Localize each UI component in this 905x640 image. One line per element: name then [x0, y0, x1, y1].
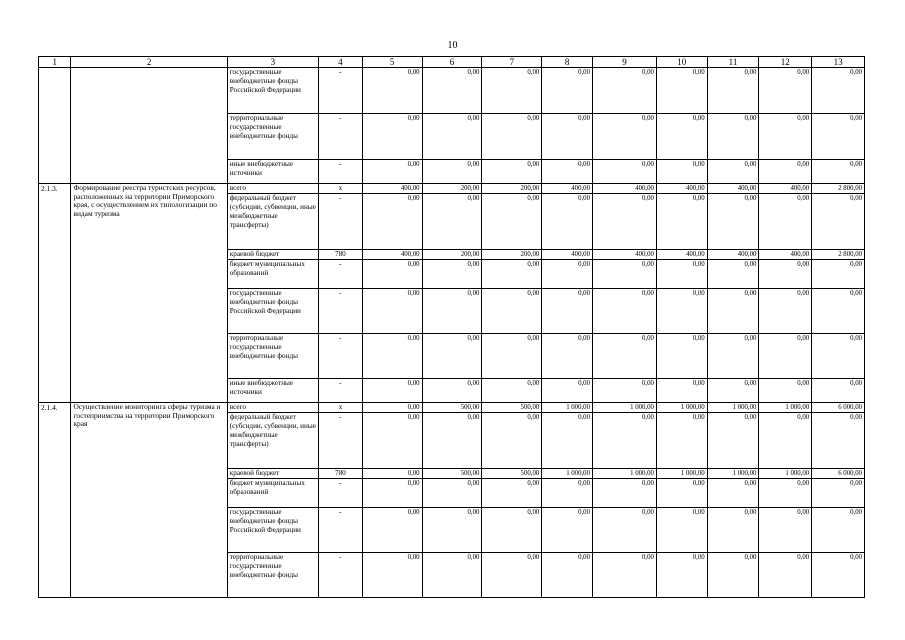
amount-cell: 2 800,00: [812, 250, 865, 260]
amount-cell: 400,00: [542, 184, 593, 194]
amount-cell: 1 000,00: [542, 403, 593, 413]
budget-code: x: [319, 184, 363, 194]
amount-cell: 0,00: [542, 553, 593, 598]
page-number: 10: [447, 40, 458, 51]
column-header: 10: [656, 57, 707, 68]
amount-cell: 0,00: [362, 160, 422, 184]
column-header: 9: [592, 57, 656, 68]
amount-cell: 0,00: [542, 379, 593, 403]
amount-cell: 0,00: [759, 413, 812, 469]
amount-cell: 0,00: [812, 334, 865, 379]
row-code-cell: [39, 68, 71, 184]
amount-cell: 400,00: [759, 250, 812, 260]
amount-cell: 0,00: [759, 379, 812, 403]
amount-cell: 0,00: [542, 289, 593, 334]
funding-source: всего: [227, 184, 318, 194]
amount-cell: 0,00: [707, 479, 759, 508]
amount-cell: 0,00: [362, 114, 422, 160]
funding-source: федеральный бюджет (субсидии, субвенции, иные межбюджетные трансферты): [227, 194, 318, 250]
amount-cell: 1 000,00: [759, 469, 812, 479]
amount-cell: 0,00: [592, 260, 656, 289]
amount-cell: 0,00: [482, 508, 542, 553]
amount-cell: 0,00: [482, 260, 542, 289]
column-header: 13: [812, 57, 865, 68]
amount-cell: 0,00: [707, 114, 759, 160]
amount-cell: 0,00: [812, 479, 865, 508]
budget-code: -: [319, 68, 363, 114]
amount-cell: 0,00: [542, 68, 593, 114]
amount-cell: 0,00: [707, 194, 759, 250]
amount-cell: 6 000,00: [812, 403, 865, 413]
amount-cell: 0,00: [422, 160, 482, 184]
amount-cell: 0,00: [422, 553, 482, 598]
amount-cell: 0,00: [362, 553, 422, 598]
event-name: Осуществление мониторинга сферы туризма и гостеприимства на территории Приморского края: [71, 403, 227, 598]
budget-code: 780: [319, 250, 363, 260]
amount-cell: 0,00: [482, 553, 542, 598]
amount-cell: 0,00: [482, 379, 542, 403]
amount-cell: 0,00: [482, 114, 542, 160]
amount-cell: 0,00: [759, 114, 812, 160]
funding-source: краевой бюджет: [227, 469, 318, 479]
column-header: 5: [362, 57, 422, 68]
amount-cell: 0,00: [542, 479, 593, 508]
amount-cell: 0,00: [812, 260, 865, 289]
budget-code: x: [319, 403, 363, 413]
amount-cell: 0,00: [759, 334, 812, 379]
column-header: 6: [422, 57, 482, 68]
funding-source: бюджет муниципальных образований: [227, 479, 318, 508]
amount-cell: 1 000,00: [592, 469, 656, 479]
amount-cell: 0,00: [759, 289, 812, 334]
amount-cell: 0,00: [482, 334, 542, 379]
amount-cell: 0,00: [656, 260, 707, 289]
funding-source: иные внебюджетные источники: [227, 160, 318, 184]
funding-source: бюджет муниципальных образований: [227, 260, 318, 289]
amount-cell: 0,00: [422, 379, 482, 403]
amount-cell: 0,00: [362, 68, 422, 114]
amount-cell: 0,00: [759, 68, 812, 114]
amount-cell: 0,00: [759, 508, 812, 553]
budget-code: -: [319, 334, 363, 379]
amount-cell: 0,00: [482, 68, 542, 114]
amount-cell: 0,00: [656, 68, 707, 114]
amount-cell: 400,00: [362, 250, 422, 260]
amount-cell: 0,00: [362, 379, 422, 403]
amount-cell: 0,00: [656, 114, 707, 160]
funding-source: иные внебюджетные источники: [227, 379, 318, 403]
amount-cell: 0,00: [592, 379, 656, 403]
amount-cell: 400,00: [759, 184, 812, 194]
amount-cell: 0,00: [812, 553, 865, 598]
amount-cell: 0,00: [707, 260, 759, 289]
column-header: 7: [482, 57, 542, 68]
amount-cell: 0,00: [759, 194, 812, 250]
amount-cell: 0,00: [542, 260, 593, 289]
amount-cell: 0,00: [812, 379, 865, 403]
amount-cell: 0,00: [707, 379, 759, 403]
amount-cell: 0,00: [422, 260, 482, 289]
event-name-cell: [71, 68, 227, 184]
funding-source: территориальные государственные внебюджетные фонды: [227, 114, 318, 160]
column-header-row: [39, 57, 865, 68]
amount-cell: 0,00: [362, 508, 422, 553]
amount-cell: 0,00: [362, 334, 422, 379]
amount-cell: 400,00: [656, 184, 707, 194]
budget-code: -: [319, 194, 363, 250]
budget-code: -: [319, 160, 363, 184]
column-header: 2: [71, 57, 227, 68]
amount-cell: 0,00: [542, 114, 593, 160]
amount-cell: 0,00: [592, 68, 656, 114]
amount-cell: 0,00: [812, 413, 865, 469]
funding-source: федеральный бюджет (субсидии, субвенции, иные межбюджетные трансферты): [227, 413, 318, 469]
amount-cell: 1 000,00: [759, 403, 812, 413]
amount-cell: 0,00: [656, 508, 707, 553]
amount-cell: 0,00: [656, 479, 707, 508]
amount-cell: 0,00: [542, 334, 593, 379]
amount-cell: 400,00: [707, 184, 759, 194]
amount-cell: 400,00: [656, 250, 707, 260]
amount-cell: 0,00: [656, 553, 707, 598]
amount-cell: 400,00: [542, 250, 593, 260]
budget-code: 780: [319, 469, 363, 479]
amount-cell: 400,00: [592, 184, 656, 194]
amount-cell: 400,00: [592, 250, 656, 260]
amount-cell: 0,00: [362, 194, 422, 250]
amount-cell: 200,00: [482, 184, 542, 194]
amount-cell: 500,00: [482, 403, 542, 413]
budget-code: -: [319, 114, 363, 160]
amount-cell: 0,00: [482, 413, 542, 469]
amount-cell: 0,00: [707, 289, 759, 334]
amount-cell: 0,00: [656, 160, 707, 184]
amount-cell: 0,00: [592, 413, 656, 469]
amount-cell: 0,00: [422, 114, 482, 160]
funding-source: территориальные государственные внебюджетные фонды: [227, 553, 318, 598]
amount-cell: 0,00: [812, 289, 865, 334]
amount-cell: 0,00: [362, 413, 422, 469]
funding-source: государственные внебюджетные фонды Российской Федерации: [227, 508, 318, 553]
amount-cell: 0,00: [592, 194, 656, 250]
funding-source: территориальные государственные внебюджетные фонды: [227, 334, 318, 379]
amount-cell: 400,00: [362, 184, 422, 194]
amount-cell: 0,00: [759, 160, 812, 184]
column-header: 12: [759, 57, 812, 68]
amount-cell: 0,00: [422, 289, 482, 334]
amount-cell: 200,00: [482, 250, 542, 260]
amount-cell: 1 000,00: [707, 469, 759, 479]
amount-cell: 0,00: [707, 68, 759, 114]
amount-cell: 0,00: [542, 413, 593, 469]
column-header: 3: [227, 57, 318, 68]
amount-cell: 0,00: [482, 289, 542, 334]
amount-cell: 0,00: [812, 68, 865, 114]
amount-cell: 0,00: [812, 508, 865, 553]
amount-cell: 0,00: [656, 334, 707, 379]
amount-cell: 0,00: [759, 260, 812, 289]
amount-cell: 0,00: [656, 413, 707, 469]
amount-cell: 200,00: [422, 250, 482, 260]
table-row: [39, 68, 865, 114]
column-header: 11: [707, 57, 759, 68]
amount-cell: 0,00: [362, 469, 422, 479]
amount-cell: 400,00: [707, 250, 759, 260]
amount-cell: 1 000,00: [656, 469, 707, 479]
row-code: 2.1.3.: [39, 184, 71, 403]
amount-cell: 500,00: [422, 469, 482, 479]
amount-cell: 0,00: [482, 194, 542, 250]
amount-cell: 0,00: [422, 413, 482, 469]
amount-cell: 0,00: [707, 160, 759, 184]
amount-cell: 0,00: [422, 194, 482, 250]
amount-cell: 0,00: [759, 479, 812, 508]
amount-cell: 0,00: [656, 379, 707, 403]
budget-code: -: [319, 413, 363, 469]
table-row: [39, 403, 865, 413]
column-header: 8: [542, 57, 593, 68]
budget-code: -: [319, 379, 363, 403]
funding-source: краевой бюджет: [227, 250, 318, 260]
amount-cell: 6 000,00: [812, 469, 865, 479]
amount-cell: 0,00: [592, 289, 656, 334]
budget-code: -: [319, 479, 363, 508]
amount-cell: 0,00: [482, 479, 542, 508]
amount-cell: 0,00: [812, 194, 865, 250]
budget-code: -: [319, 289, 363, 334]
amount-cell: 0,00: [592, 553, 656, 598]
column-header: 1: [39, 57, 71, 68]
amount-cell: 0,00: [362, 403, 422, 413]
event-name: Формирование реестра туристских ресурсов, расположенных на территории Приморского края, с осуществлением их типологизации по видам туризма: [71, 184, 227, 403]
amount-cell: 0,00: [422, 68, 482, 114]
table-row: [39, 184, 865, 194]
amount-cell: 500,00: [482, 469, 542, 479]
amount-cell: 0,00: [542, 160, 593, 184]
budget-code: -: [319, 553, 363, 598]
amount-cell: 0,00: [542, 194, 593, 250]
amount-cell: 0,00: [812, 160, 865, 184]
amount-cell: 0,00: [422, 334, 482, 379]
amount-cell: 0,00: [592, 479, 656, 508]
amount-cell: 0,00: [656, 289, 707, 334]
amount-cell: 200,00: [422, 184, 482, 194]
amount-cell: 0,00: [362, 289, 422, 334]
budget-code: -: [319, 508, 363, 553]
funding-source: всего: [227, 403, 318, 413]
amount-cell: 0,00: [592, 160, 656, 184]
amount-cell: 0,00: [707, 553, 759, 598]
budget-code: -: [319, 260, 363, 289]
amount-cell: 500,00: [422, 403, 482, 413]
amount-cell: 1 000,00: [592, 403, 656, 413]
amount-cell: 0,00: [656, 194, 707, 250]
amount-cell: 0,00: [592, 508, 656, 553]
amount-cell: 0,00: [707, 334, 759, 379]
amount-cell: 0,00: [422, 479, 482, 508]
amount-cell: 1 000,00: [656, 403, 707, 413]
amount-cell: 0,00: [542, 508, 593, 553]
amount-cell: 1 000,00: [542, 469, 593, 479]
column-header: 4: [319, 57, 363, 68]
amount-cell: 0,00: [592, 334, 656, 379]
amount-cell: 1 000,00: [707, 403, 759, 413]
amount-cell: 0,00: [812, 114, 865, 160]
funding-source: государственные внебюджетные фонды Российской Федерации: [227, 68, 318, 114]
amount-cell: 0,00: [482, 160, 542, 184]
amount-cell: 0,00: [707, 413, 759, 469]
amount-cell: 0,00: [362, 260, 422, 289]
amount-cell: 0,00: [759, 553, 812, 598]
budget-table: [38, 56, 865, 598]
amount-cell: 0,00: [422, 508, 482, 553]
amount-cell: 0,00: [592, 114, 656, 160]
funding-source: государственные внебюджетные фонды Российской Федерации: [227, 289, 318, 334]
amount-cell: 0,00: [362, 479, 422, 508]
amount-cell: 0,00: [707, 508, 759, 553]
row-code: 2.1.4.: [39, 403, 71, 598]
amount-cell: 2 800,00: [812, 184, 865, 194]
